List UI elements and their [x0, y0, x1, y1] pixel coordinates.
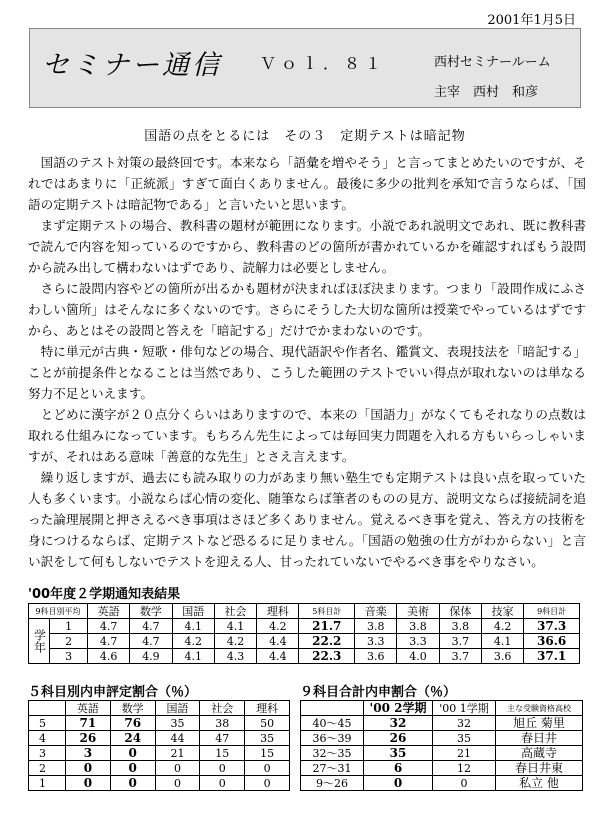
table-row [29, 619, 580, 634]
table-cell: 36.6 [524, 634, 580, 649]
table-row [29, 716, 290, 731]
table-cell: 3.3 [355, 634, 397, 649]
table-header-cell: 保体 [439, 604, 481, 619]
nine-subject-table [300, 700, 583, 791]
nine-subject-title: ９科目合計内申割合（％） [300, 685, 457, 700]
table-cell: 12 [433, 761, 496, 776]
table-cell: 27～31 [301, 761, 364, 776]
table-cell: 春日井 [496, 731, 583, 746]
table-header-cell: 美術 [397, 604, 439, 619]
table-cell: 4.7 [88, 619, 130, 634]
table-cell: 21.7 [299, 619, 355, 634]
table-header-cell: 英語 [66, 701, 111, 716]
table-row [301, 746, 583, 761]
table-cell: 3.8 [397, 619, 439, 634]
table-cell: 4.7 [88, 634, 130, 649]
table-header-cell: '00 2学期 [364, 701, 433, 716]
report-section-title: '00年度２学期通知表結果 [28, 587, 181, 602]
table-cell: 4 [29, 731, 66, 746]
table-cell: 3.6 [355, 649, 397, 664]
table-cell: 4.0 [397, 649, 439, 664]
article-body [28, 152, 586, 572]
issue-date: 2001年1月5日 [487, 13, 576, 28]
table-cell: 3.8 [355, 619, 397, 634]
table-header-cell [29, 701, 66, 716]
table-header-row [29, 701, 290, 716]
grade-number-cell: 1 [50, 619, 88, 634]
table-header-row [301, 701, 583, 716]
table-header-cell: 主な受験資格高校 [496, 701, 583, 716]
table-header-row [29, 604, 580, 619]
table-header-cell: 数学 [110, 701, 155, 716]
table-cell: 4.6 [88, 649, 130, 664]
table-cell: 春日井東 [496, 761, 583, 776]
table-cell: 3 [66, 746, 111, 761]
table-cell: 15 [200, 746, 245, 761]
five-subject-table [28, 700, 290, 791]
table-row [29, 731, 290, 746]
table-cell: 私立 他 [496, 776, 583, 791]
table-cell: 4.2 [214, 634, 256, 649]
paragraph: 特に単元が古典・短歌・俳句などの場合、現代語訳や作者名、鑑賞文、表現技法を「暗記する」ことが前提条件となることは当然であり、こうした範囲のテストでいい得点が取れないのは単なる努力不足といえます。 [28, 344, 586, 401]
table-cell: 21 [433, 746, 496, 761]
table-row [29, 776, 290, 791]
table-cell: 4.9 [130, 649, 172, 664]
paragraph: さらに設問内容やどの箇所が出るかも題材が決まればほぼ決まります。つまり「設問作成にふさわしい箇所」はそんなに多くないのです。さらにそうした大切な箇所は授業でやっているはずですから、あとはその設問と答えを「暗記する」だけでかまわないのです。 [28, 281, 586, 338]
table-row [29, 746, 290, 761]
table-cell: 32 [364, 716, 433, 731]
table-cell: 1 [29, 776, 66, 791]
table-header-cell: 国語 [172, 604, 214, 619]
table-cell: 2 [29, 761, 66, 776]
table-cell: 0 [110, 776, 155, 791]
author-name: 主宰 西村 和彦 [434, 85, 539, 100]
table-header-cell: 9科目別平均 [29, 604, 88, 619]
table-cell: 35 [364, 746, 433, 761]
table-cell: 4.1 [481, 634, 523, 649]
table-cell: 35 [245, 731, 290, 746]
table-cell: 37.1 [524, 649, 580, 664]
table-row [29, 649, 580, 664]
table-cell: 24 [110, 731, 155, 746]
table-cell: 76 [110, 716, 155, 731]
table-cell: 35 [155, 716, 200, 731]
report-card-table [28, 603, 580, 664]
table-cell: 0 [110, 761, 155, 776]
table-cell: 5 [29, 716, 66, 731]
table-header-cell: 英語 [88, 604, 130, 619]
table-cell: 38 [200, 716, 245, 731]
table-cell: 0 [155, 761, 200, 776]
table-cell: 6 [364, 761, 433, 776]
table-header-cell: 9科目計 [524, 604, 580, 619]
table-cell: 22.3 [299, 649, 355, 664]
table-cell: 0 [66, 776, 111, 791]
volume-number: Ｖｏｌ．８１ [260, 54, 387, 73]
table-header-cell: 音楽 [355, 604, 397, 619]
table-cell: 0 [155, 776, 200, 791]
table-cell: 47 [200, 731, 245, 746]
table-cell: 32～35 [301, 746, 364, 761]
paragraph: とどめに漢字が２０点分くらいはありますので、本来の「国語力」がなくてもそれなりの点数は取れる仕組みになっています。もちろん先生によっては毎回実力問題を入れる方もいらっしゃいますが、それはある意味「善意的な先生」とさえ言えます。 [28, 407, 586, 464]
table-cell: 21 [155, 746, 200, 761]
table-cell: 37.3 [524, 619, 580, 634]
table-cell: 0 [245, 761, 290, 776]
table-cell: 3.3 [397, 634, 439, 649]
table-header-cell: '00 1学期 [433, 701, 496, 716]
table-cell: 26 [66, 731, 111, 746]
table-header-cell: 技家 [481, 604, 523, 619]
table-cell: 4.7 [130, 634, 172, 649]
table-header-cell [301, 701, 364, 716]
table-cell: 4.2 [481, 619, 523, 634]
table-row [29, 634, 580, 649]
table-header-cell: 5科目計 [299, 604, 355, 619]
table-row [301, 761, 583, 776]
table-cell: 0 [433, 776, 496, 791]
table-header-cell: 社会 [200, 701, 245, 716]
table-cell: 4.2 [172, 634, 214, 649]
table-cell: 32 [433, 716, 496, 731]
table-cell: 22.2 [299, 634, 355, 649]
table-cell: 71 [66, 716, 111, 731]
paragraph: 国語のテスト対策の最終回です。本来なら「語彙を増やそう」と言ってまとめたいのですが、それではあまりに「正統派」すぎて面白くありません。最後に多少の批判を承知で言うならば、「国語の定期テストは暗記物である」と言いたいと思います。 [28, 155, 586, 212]
table-cell: 3.6 [481, 649, 523, 664]
grade-label: 学年 [32, 629, 47, 653]
table-cell: 40～45 [301, 716, 364, 731]
newsletter-banner [29, 28, 581, 108]
table-row [301, 731, 583, 746]
table-cell: 4.1 [214, 619, 256, 634]
table-header-cell: 理科 [257, 604, 299, 619]
five-subject-title: ５科目別内申評定割合（％） [28, 685, 198, 700]
table-cell: 4.7 [130, 619, 172, 634]
table-cell: 0 [200, 776, 245, 791]
table-cell: 15 [245, 746, 290, 761]
paragraph: まず定期テストの場合、教科書の題材が範囲になります。小説であれ説明文であれ、既に教科書で読んで内容を知っているのですから、教科書のどの箇所が書かれているかを確認すればもう設問から読み出して構わないはずであり、読解力は必要としません。 [28, 218, 586, 275]
table-cell: 0 [110, 746, 155, 761]
table-cell: 3.7 [439, 649, 481, 664]
table-row [29, 761, 290, 776]
table-cell: 4.1 [172, 619, 214, 634]
table-cell: 高蔵寺 [496, 746, 583, 761]
table-cell: 35 [433, 731, 496, 746]
table-cell: 0 [245, 776, 290, 791]
table-cell: 36～39 [301, 731, 364, 746]
table-cell: 0 [200, 761, 245, 776]
table-header-cell: 数学 [130, 604, 172, 619]
table-cell: 0 [364, 776, 433, 791]
table-header-cell: 社会 [214, 604, 256, 619]
table-cell: 3 [29, 746, 66, 761]
table-row [301, 776, 583, 791]
table-header-cell: 国語 [155, 701, 200, 716]
newsletter-title: セミナー通信 [42, 50, 222, 81]
grade-number-cell: 2 [50, 634, 88, 649]
table-cell: 4.4 [257, 634, 299, 649]
table-cell: 0 [66, 761, 111, 776]
table-header-cell: 理科 [245, 701, 290, 716]
table-cell: 3.7 [439, 634, 481, 649]
table-cell: 旭丘 菊里 [496, 716, 583, 731]
table-cell: 4.3 [214, 649, 256, 664]
table-cell: 4.2 [257, 619, 299, 634]
table-cell: 44 [155, 731, 200, 746]
table-cell: 50 [245, 716, 290, 731]
table-cell: 26 [364, 731, 433, 746]
article-heading: 国語の点をとるには その３ 定期テストは暗記物 [144, 129, 466, 144]
paragraph: 繰り返しますが、過去にも読み取りの力があまり無い塾生でも定期テストは良い点を取っていた人も多くいます。小説ならば心情の変化、随筆ならば筆者のものの見方、説明文ならば接続詞を追った論理展開と押さえるべき事項はさほど多くありません。覚えるべき事を覚え、答え方の技術を身につけるならば、定期テストなど恐るるに足りません。「国語の勉強の仕方がわからない」と言い訳をして何もしないでテストを迎える人、甘ったれていないでやるべき事をやりなさい。 [28, 470, 586, 569]
table-cell: 9～26 [301, 776, 364, 791]
table-cell: 4.4 [257, 649, 299, 664]
grade-label-cell [29, 619, 50, 664]
table-cell: 3.8 [439, 619, 481, 634]
grade-number-cell: 3 [50, 649, 88, 664]
table-cell: 4.1 [172, 649, 214, 664]
organization-name: 西村セミナールーム [434, 55, 551, 70]
table-row [301, 716, 583, 731]
